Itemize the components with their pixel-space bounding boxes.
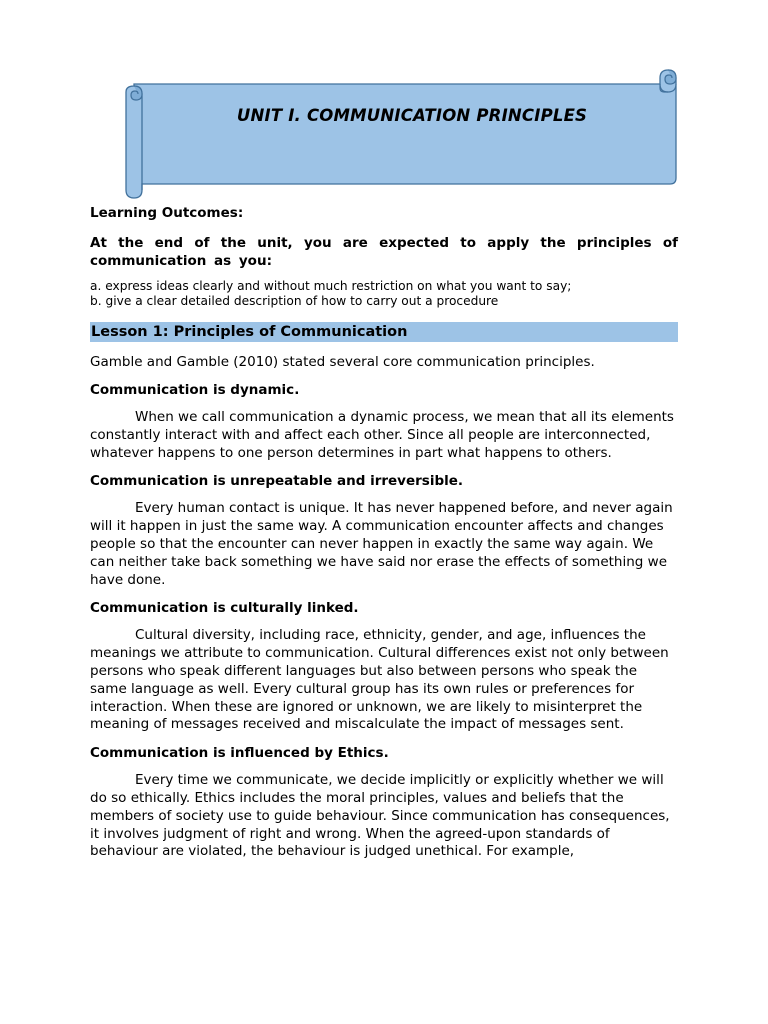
scroll-banner-shape	[122, 66, 682, 204]
unit-title: UNIT I. COMMUNICATION PRINCIPLES	[236, 106, 588, 125]
section-heading: Communication is unrepeatable and irreversible.	[90, 473, 464, 490]
section-body: Every time we communicate, we decide implicitly or explicitly whether we will do so ethically. Ethics includes the moral principles, values and beliefs that the members of society use to guide behaviour. Since communication has consequences, it involves judgment of right and wrong. When the agreed-upon standards of behaviour are violated, the behaviour is judged unethical. For example,	[90, 772, 670, 860]
lesson-intro: Gamble and Gamble (2010) stated several core communication principles.	[90, 354, 595, 370]
section-body: When we call communication a dynamic process, we mean that all its elements constantly interact with and affect each other. Since all people are interconnected, whatever happens to one person determines in part what happens to others.	[90, 409, 674, 461]
learning-outcomes-heading: Learning Outcomes:	[90, 205, 244, 221]
learning-outcomes-list	[90, 279, 678, 309]
document-content	[90, 204, 678, 861]
outcome-item: b. give a clear detailed description of how to carry out a procedure	[90, 294, 499, 308]
lesson-title: Lesson 1: Principles of Communication	[90, 322, 678, 342]
outcome-item: a. express ideas clearly and without much restriction on what you want to say;	[90, 279, 572, 293]
section-body: Cultural diversity, including race, ethnicity, gender, and age, influences the meanings we attribute to communication. Cultural differences exist not only between persons who speak different languages but also between persons who speak the same language as well. Every cultural group has its own rules or preferences for interaction. When these are ignored or unknown, we are likely to misinterpret the meaning of messages received and miscalculate the impact of messages sent.	[90, 627, 669, 733]
section-body: Every human contact is unique. It has never happened before, and never again will it happen in just the same way. A communication encounter affects and changes people so that the encounter can never happen in exactly the same way again. We can neither take back something we have said nor erase the effects of something we have done.	[90, 500, 673, 588]
section-heading: Communication is influenced by Ethics.	[90, 745, 389, 762]
section-heading: Communication is culturally linked.	[90, 600, 359, 617]
section-heading: Communication is dynamic.	[90, 382, 300, 398]
unit-title-banner	[122, 66, 682, 204]
learning-outcomes-intro: At the end of the unit, you are expected to apply the principles of communication as you:	[90, 235, 678, 269]
